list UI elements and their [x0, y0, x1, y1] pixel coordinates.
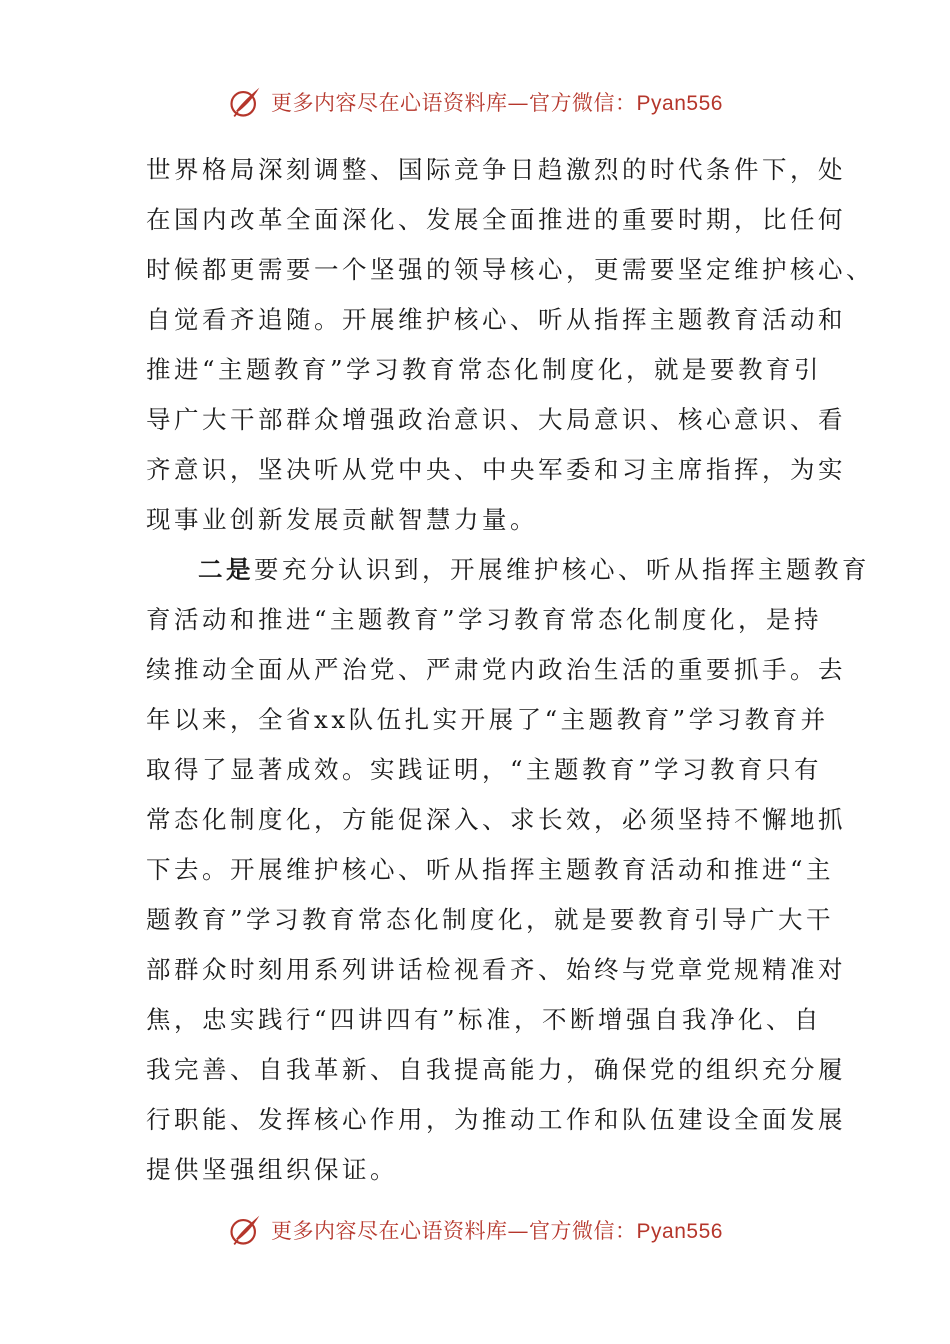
header-watermark-banner — [0, 80, 950, 124]
paragraph-2-first-line — [146, 545, 870, 595]
text-line: 自觉看齐追随。开展维护核心、听从指挥主题教育活动和 — [146, 305, 846, 334]
watermark-text: 更多内容尽在心语资料库—官方微信：Pyan556 — [271, 91, 723, 115]
text-line: 焦，忠实践行“四讲四有”标准，不断增强自我净化、自 — [146, 1005, 823, 1034]
text-line: 部群众时刻用系列讲话检视看齐、始终与党章党规精准对 — [146, 955, 846, 984]
text-line: 下去。开展维护核心、听从指挥主题教育活动和推进“主 — [146, 855, 835, 884]
text-line: 时候都更需要一个坚强的领导核心，更需要坚定维护核心、 — [146, 255, 874, 284]
text-line: 推进“主题教育”学习教育常态化制度化，就是要教育引 — [146, 355, 823, 384]
watermark-text: 更多内容尽在心语资料库—官方微信：Pyan556 — [271, 1219, 723, 1243]
quill-pen-logo-icon — [227, 1212, 263, 1248]
text-line: 常态化制度化，方能促深入、求长效，必须坚持不懈地抓 — [146, 805, 846, 834]
paragraph-lead-bold: 二是 — [198, 555, 254, 584]
text-line: 行职能、发挥核心作用，为推动工作和队伍建设全面发展 — [146, 1105, 846, 1134]
text-line: 取得了显著成效。实践证明，“主题教育”学习教育只有 — [146, 755, 823, 784]
footer-watermark-banner — [0, 1208, 950, 1252]
text-line: 导广大干部群众增强政治意识、大局意识、核心意识、看 — [146, 405, 846, 434]
text-line: 齐意识，坚决听从党中央、中央军委和习主席指挥，为实 — [146, 455, 846, 484]
text-line: 年以来，全省xx队伍扎实开展了“主题教育”学习教育并 — [146, 705, 829, 734]
text-line: 题教育”学习教育常态化制度化，就是要教育引导广大干 — [146, 905, 835, 934]
text-line: 续推动全面从严治党、严肃党内政治生活的重要抓手。去 — [146, 655, 846, 684]
text-line: 提供坚强组织保证。 — [146, 1155, 398, 1184]
paragraph-lead-rest: 要充分认识到，开展维护核心、听从指挥主题教育 — [254, 555, 870, 584]
text-line: 我完善、自我革新、自我提高能力，确保党的组织充分履 — [146, 1055, 846, 1084]
quill-pen-logo-icon — [227, 84, 263, 120]
text-line: 在国内改革全面深化、发展全面推进的重要时期，比任何 — [146, 205, 846, 234]
text-line: 现事业创新发展贡献智慧力量。 — [146, 505, 538, 534]
document-body — [146, 145, 874, 1195]
text-line: 世界格局深刻调整、国际竞争日趋激烈的时代条件下，处 — [146, 155, 846, 184]
text-line: 育活动和推进“主题教育”学习教育常态化制度化，是持 — [146, 605, 823, 634]
